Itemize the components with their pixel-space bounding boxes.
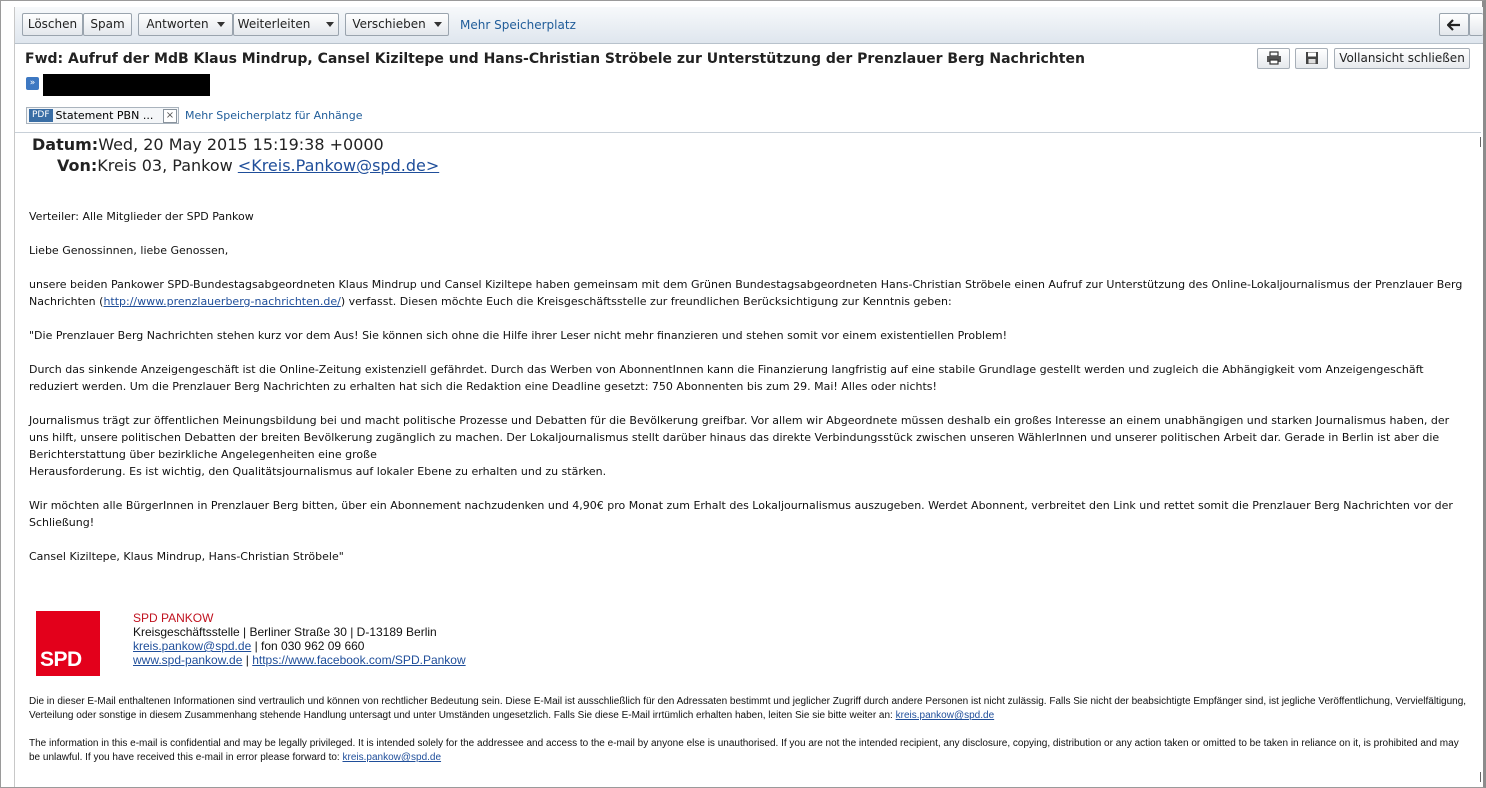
reply-button[interactable] xyxy=(138,13,233,36)
spd-logo xyxy=(36,611,100,676)
back-button[interactable] xyxy=(1439,13,1469,36)
more-storage-attachments-link[interactable]: Mehr Speicherplatz für Anhänge xyxy=(185,109,363,122)
signoff: Cansel Kiziltepe, Klaus Mindrup, Hans-Christian Ströbele" xyxy=(29,550,344,563)
date-label: Datum: xyxy=(32,135,99,154)
mail-window xyxy=(14,7,1483,787)
header-divider xyxy=(15,132,1481,133)
spd-logo-text: SPD xyxy=(40,648,82,671)
close-fullview-button[interactable]: Vollansicht schließen xyxy=(1334,48,1470,69)
greeting: Liebe Genossinnen, liebe Genossen, xyxy=(29,244,229,257)
disclaimer-de-text: Die in dieser E-Mail enthaltenen Informationen sind vertraulich und können von rechtlicher Bedeutung sein. Diese E-Mail ist ausschließlich für den Adressaten bestimmt und jeglicher Zugriff durch andere Personen ist nicht zulässig. Falls Sie nicht der beabsichtigte Empfänger sind, ist jegliche Veröffentlichung, Vervielfältigung, Verteilung oder sonstige in diesem Zusammenhang stehende Handlung untersagt und unter Umständen ungesetzlich. Falls Sie diese E-Mail irrtümlich erhalten haben, leiten Sie sie bitte weiter an: xyxy=(29,696,1467,721)
quote-paragraph-4: Wir möchten alle BürgerInnen in Prenzlauer Berg bitten, über ein Abonnement nachzudenken und 4,90€ pro Monat zum Erhalt des Lokaljournalismus auszugeben. Werdet Abonnent, verbreitet den Link und rettet somit die Prenzlauer Berg Nachrichten vor der Schließung! xyxy=(29,499,1453,529)
attachment-name: Statement PBN ... xyxy=(55,109,154,122)
from-email-link[interactable]: <Kreis.Pankow@spd.de> xyxy=(237,156,440,175)
distribution-line: Verteiler: Alle Mitglieder der SPD Pankow xyxy=(29,210,254,223)
quote-paragraph-3 xyxy=(29,412,1469,480)
separator: | xyxy=(242,653,253,667)
close-icon[interactable]: × xyxy=(163,109,177,123)
date-row xyxy=(32,135,384,154)
disclaimer-german xyxy=(29,695,1469,723)
move-label: Verschieben xyxy=(352,17,426,31)
signature-contact xyxy=(133,639,364,653)
printer-icon xyxy=(1266,51,1282,65)
quote-paragraph-1: "Die Prenzlauer Berg Nachrichten stehen kurz vor dem Aus! Sie können sich ohne die Hilfe ihrer Leser nicht mehr finanzieren und stehen somit vor einem existentiellen Problem! xyxy=(29,329,1008,342)
floppy-disk-icon xyxy=(1305,51,1319,65)
move-button[interactable] xyxy=(345,13,449,36)
quote-paragraph-3-body: Journalismus trägt zur öffentlichen Meinungsbildung bei und macht politische Prozesse und Debatten für die Bevölkerung greifbar. Vor allem wir Abgeordnete müssen deshalb ein großes Interesse an einem unabhängigen und starken Journalismus haben, der uns hilft, unsere politischen Debatten der breiten Bevölkerung zugänglich zu machen. Der Lokaljournalismus stellt darüber hinaus das direkte Verbindungsstück zwischen unseren WählerInnen und unserer politischen Arbeit dar. Gerade in Berlin ist aber die Berichterstattung über bezirkliche Angelegenheiten eine große xyxy=(29,414,1450,461)
delete-button[interactable]: Löschen xyxy=(22,13,83,36)
expand-recipients-icon[interactable]: » xyxy=(26,77,39,90)
disclaimer-english xyxy=(29,737,1469,765)
disclaimer-en-email[interactable]: kreis.pankow@spd.de xyxy=(342,752,442,763)
spam-button[interactable]: Spam xyxy=(83,13,132,36)
signature-email-link[interactable]: kreis.pankow@spd.de xyxy=(133,639,252,653)
more-storage-link[interactable]: Mehr Speicherplatz xyxy=(460,18,576,32)
reply-label: Antworten xyxy=(146,17,209,31)
chevron-down-icon xyxy=(326,22,334,27)
signature-org: SPD PANKOW xyxy=(133,611,214,625)
scroll-indicator[interactable] xyxy=(1480,137,1481,147)
redacted-recipient xyxy=(43,74,210,96)
arrow-left-icon xyxy=(1447,19,1461,31)
intro-text: unsere beiden Pankower SPD-Bundestagsabgeordneten Klaus Mindrup und Cansel Kiziltepe haben gemeinsam mit dem Grünen Bundestagsabgeordneten Hans-Christian Ströbele einen Aufruf zur Unterstützung des Online-Lokaljournalismus der Prenzlauer Berg Nachrichten ( xyxy=(29,278,1463,308)
disclaimer-en-text: The information in this e-mail is confidential and may be legally privileged. It is intended solely for the addressee and access to the e-mail by anyone else is unauthorised. If you are not the intended recipient, any disclosure, copying, distribution or any action taken or omitted to be taken in reliance on it, is prohibited and may be unlawful. If you have received this e-mail in error please forward to: xyxy=(29,738,1459,763)
from-row xyxy=(57,156,439,175)
save-button[interactable] xyxy=(1295,48,1328,69)
quote-paragraph-2: Durch das sinkende Anzeigengeschäft ist die Online-Zeitung existenziell gefährdet. Durch das Werben von AbonnentInnen kann die Finanzierung langfristig auf eine stabile Grundlage gestellt werden und zugleich die Abhängigkeit vom Anzeigengeschäft reduziert werden. Um die Prenzlauer Berg Nachrichten zu erhalten hat sich die Redaktion eine Deadline gesetzt: 750 Abonnenten bis zum 29. Mai! Alles oder nichts! xyxy=(29,363,1424,393)
pdf-icon: PDF xyxy=(29,109,53,122)
quote-paragraph-3-end: Herausforderung. Es ist wichtig, den Qualitätsjournalismus auf lokaler Ebene zu erhalten und zu stärken. xyxy=(29,465,607,478)
intro-paragraph xyxy=(29,276,1469,310)
signature-web xyxy=(133,653,466,667)
mail-toolbar xyxy=(15,7,1483,44)
pbn-link[interactable]: http://www.prenzlauerberg-nachrichten.de/ xyxy=(103,295,341,308)
signature-phone: | fon 030 962 09 660 xyxy=(251,639,365,653)
email-subject: Fwd: Aufruf der MdB Klaus Mindrup, Cansel Kiziltepe und Hans-Christian Ströbele zur Unterstützung der Prenzlauer Berg Nachrichten xyxy=(25,51,1085,67)
more-nav-button[interactable] xyxy=(1469,13,1483,36)
facebook-link[interactable]: https://www.facebook.com/SPD.Pankow xyxy=(252,653,466,667)
signature-address: Kreisgeschäftsstelle | Berliner Straße 30 | D-13189 Berlin xyxy=(133,625,437,639)
date-value: Wed, 20 May 2015 15:19:38 +0000 xyxy=(98,135,384,154)
disclaimer-de-email[interactable]: kreis.pankow@spd.de xyxy=(895,710,995,721)
chevron-down-icon xyxy=(434,22,442,27)
forward-label: Weiterleiten xyxy=(237,17,311,31)
forward-button[interactable] xyxy=(233,13,339,36)
scroll-indicator-bottom[interactable] xyxy=(1480,772,1481,782)
from-name: Kreis 03, Pankow xyxy=(97,156,238,175)
print-button[interactable] xyxy=(1257,48,1290,69)
attachment-chip[interactable] xyxy=(26,107,179,124)
website-link[interactable]: www.spd-pankow.de xyxy=(133,653,243,667)
intro-text-end: ) verfasst. Diesen möchte Euch die Kreisgeschäftsstelle zur freundlichen Berücksichtigung zur Kenntnis geben: xyxy=(340,295,952,308)
chevron-down-icon xyxy=(217,22,225,27)
from-label: Von: xyxy=(57,156,98,175)
